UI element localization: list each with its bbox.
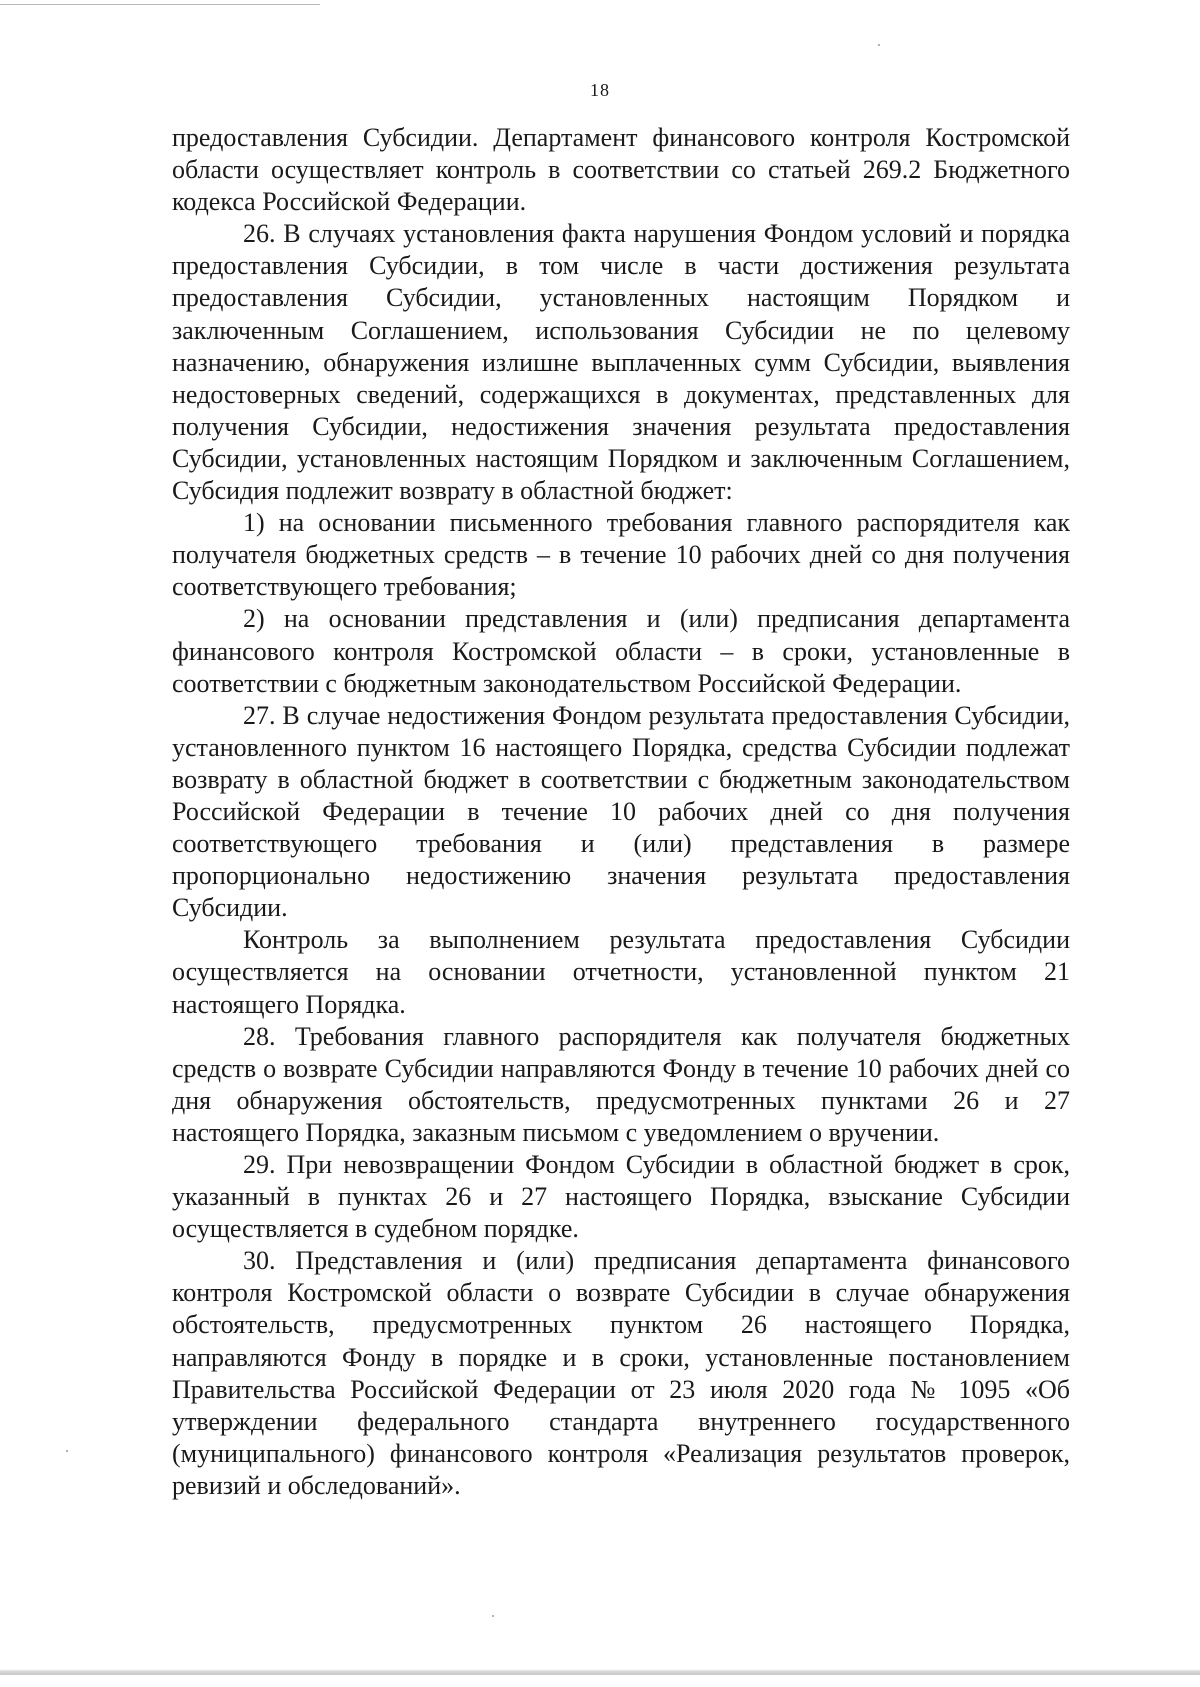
page-number: 18 [590, 80, 610, 100]
paragraph-item-27: 27. В случае недостижения Фондом результата предоставления Субсидии, установленного пунктом 16 настоящего Порядка, средства Субсидии подлежат возврату в областной бюджет в соответствии с бюджетным законодательством Российской Федерации в течение 10 рабочих дней со дня получения соответствующего требования и (или) представления в размере пропорционально недостижению значения результата предоставления Субсидии. [172, 700, 1070, 923]
scan-edge-bottom [0, 1669, 1200, 1675]
scan-speck [66, 1450, 68, 1452]
paragraph-control: Контроль за выполнением результата предоставления Субсидии осуществляется на основании отчетности, установленной пунктом 21 настоящего Порядка. [172, 925, 1070, 1019]
scan-speck [492, 1615, 494, 1617]
document-body [172, 122, 1070, 1502]
scan-speck [878, 44, 880, 46]
paragraph-item-28: 28. Требования главного распорядителя как получателя бюджетных средств о возврате Субсидии направляются Фонду в течение 10 рабочих дней со дня обнаружения обстоятельств, предусмотренных пунктами 26 и 27 настоящего Порядка, заказным письмом с уведомлением о вручении. [172, 1021, 1070, 1147]
paragraph-item-30: 30. Представления и (или) предписания департамента финансового контроля Костромской области о возврате Субсидии в случае обнаружения обстоятельств, предусмотренных пунктом 26 настоящего Порядка, направляются Фонду в порядке и в сроки, установленные постановлением Правительства Российской Федерации от 23 июля 2020 года № 1095 «Об утверждении федерального стандарта внутреннего государственного (муниципального) финансового контроля «Реализация результатов проверок, ревизий и обследований». [172, 1246, 1070, 1500]
paragraph-item-29: 29. При невозвращении Фондом Субсидии в областной бюджет в срок, указанный в пунктах 26 и 27 настоящего Порядка, взыскание Субсидии осуществляется в судебном порядке. [172, 1150, 1070, 1244]
scan-edge-top [0, 4, 320, 5]
paragraph-item-26: 26. В случаях установления факта нарушения Фондом условий и порядка предоставления Субсидии, в том числе в части достижения результата предоставления Субсидии, установленных настоящим Порядком и заключенным Соглашением, использования Субсидии не по целевому назначению, обнаружения излишне выплаченных сумм Субсидии, выявления недостоверных сведений, содержащихся в документах, представленных для получения Субсидии, недостижения значения результата предоставления Субсидии, установленных настоящим Порядком и заключенным Соглашением, Субсидия подлежит возврату в областной бюджет: [172, 219, 1070, 506]
paragraph-subitem-1: 1) на основании письменного требования главного распорядителя как получателя бюджетных средств – в течение 10 рабочих дней со дня получения соответствующего требования; [172, 508, 1070, 602]
paragraph-subitem-2: 2) на основании представления и (или) предписания департамента финансового контроля Костромской области – в сроки, установленные в соответствии с бюджетным законодательством Российской Федерации. [172, 604, 1070, 698]
paragraph-continuation: предоставления Субсидии. Департамент финансового контроля Костромской области осуществляет контроль в соответствии со статьей 269.2 Бюджетного кодекса Российской Федерации. [172, 123, 1070, 217]
